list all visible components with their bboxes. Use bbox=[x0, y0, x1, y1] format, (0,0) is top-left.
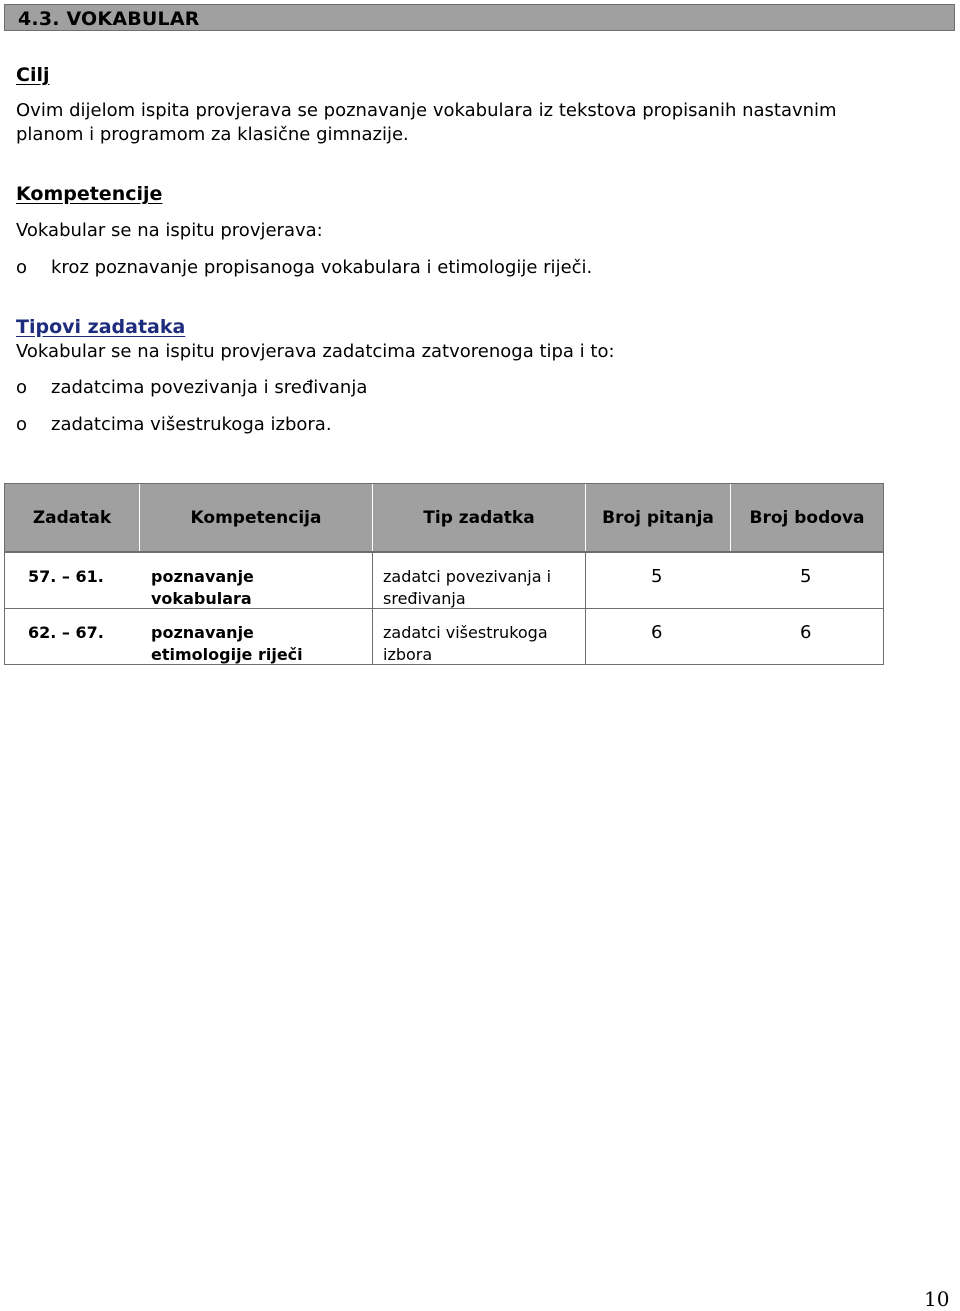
table-cell-broj-bodova: 5 bbox=[800, 566, 812, 587]
tipovi-intro: Vokabular se na ispitu provjerava zadatcima zatvorenoga tipa i to: bbox=[16, 341, 615, 362]
kompetencije-intro: Vokabular se na ispitu provjerava: bbox=[16, 220, 323, 241]
col-header-broj-pitanja: Broj pitanja bbox=[586, 484, 731, 551]
list-bullet-marker: o bbox=[16, 377, 28, 398]
table-cell-zadatak: 62. – 67. bbox=[28, 623, 104, 642]
kompetencije-heading: Kompetencije bbox=[16, 183, 163, 205]
table-cell-kompetencija: poznavanje etimologije riječi bbox=[151, 623, 303, 664]
table-header-row bbox=[4, 483, 884, 552]
section-title: 4.3. VOKABULAR bbox=[18, 8, 200, 30]
table-cell-tip: zadatci višestrukoga izbora bbox=[383, 623, 548, 664]
list-bullet-marker: o bbox=[16, 257, 28, 278]
col-header-tip-zadatka: Tip zadatka bbox=[373, 484, 586, 551]
tipovi-heading: Tipovi zadataka bbox=[16, 316, 186, 338]
table-cell-broj-bodova: 6 bbox=[800, 622, 812, 643]
table-cell-tip: zadatci povezivanja i sređivanja bbox=[383, 567, 552, 608]
tipovi-list-item: zadatcima povezivanja i sređivanja bbox=[51, 377, 368, 398]
col-header-kompetencija: Kompetencija bbox=[140, 484, 373, 551]
page-number: 10 bbox=[924, 1287, 950, 1311]
table-divider bbox=[4, 552, 884, 553]
col-header-zadatak: Zadatak bbox=[5, 484, 140, 551]
table-cell-zadatak: 57. – 61. bbox=[28, 567, 104, 586]
cilj-heading: Cilj bbox=[16, 64, 50, 86]
kompetencije-list-item: kroz poznavanje propisanoga vokabulara i etimologije riječi. bbox=[51, 257, 593, 278]
table-cell-kompetencija: poznavanje vokabulara bbox=[151, 567, 254, 608]
list-bullet-marker: o bbox=[16, 414, 28, 435]
cilj-text-line-1: Ovim dijelom ispita provjerava se poznavanje vokabulara iz tekstova propisanih nastavnim bbox=[16, 100, 837, 121]
table-divider bbox=[372, 552, 373, 665]
table-divider bbox=[4, 552, 5, 665]
col-header-broj-bodova: Broj bodova bbox=[749, 507, 865, 528]
table-divider bbox=[883, 552, 884, 665]
table-cell-broj-pitanja: 5 bbox=[651, 566, 663, 587]
table-cell-broj-pitanja: 6 bbox=[651, 622, 663, 643]
tipovi-list-item: zadatcima višestrukoga izbora. bbox=[51, 414, 332, 435]
cilj-text-line-2: planom i programom za klasične gimnazije. bbox=[16, 124, 409, 145]
section-header-bar bbox=[4, 4, 955, 31]
table-divider bbox=[585, 552, 586, 665]
